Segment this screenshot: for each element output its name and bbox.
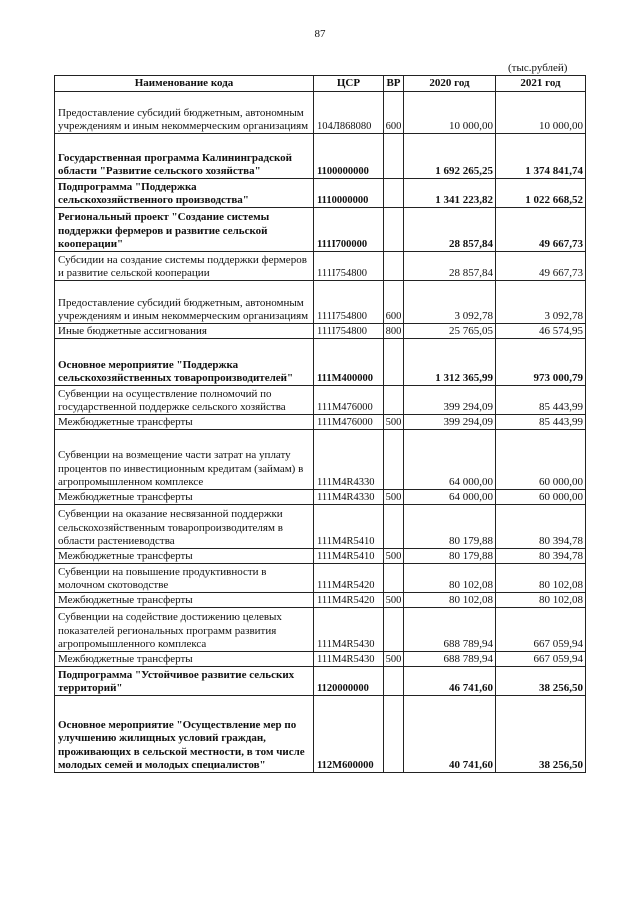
row-name: Субвенции на осуществление полномочий по государственной поддержке сельского хозяйства xyxy=(55,386,314,415)
row-csr: 111I754800 xyxy=(314,281,384,324)
row-2021: 80 102,08 xyxy=(496,593,586,608)
row-vr xyxy=(384,179,404,208)
row-2020: 80 179,88 xyxy=(404,549,496,564)
row-vr: 500 xyxy=(384,593,404,608)
row-2021: 60 000,00 xyxy=(496,490,586,505)
header-csr: ЦСР xyxy=(314,76,384,92)
row-csr: 111I754800 xyxy=(314,252,384,281)
row-vr xyxy=(384,386,404,415)
row-2021: 3 092,78 xyxy=(496,281,586,324)
page-number: 87 xyxy=(314,28,326,40)
table-row xyxy=(55,549,586,564)
table-row xyxy=(55,696,586,773)
row-2021: 1 022 668,52 xyxy=(496,179,586,208)
table-row xyxy=(55,430,586,490)
row-name: Предоставление субсидий бюджетным, автономным учреждениям и иным некоммерческим организациям xyxy=(55,281,314,324)
row-csr: 111M4R4330 xyxy=(314,430,384,490)
row-2020: 64 000,00 xyxy=(404,430,496,490)
table-row xyxy=(55,505,586,549)
row-vr: 500 xyxy=(384,490,404,505)
row-vr xyxy=(384,339,404,386)
table-row xyxy=(55,339,586,386)
row-vr xyxy=(384,134,404,179)
row-2021: 38 256,50 xyxy=(496,696,586,773)
row-2020: 688 789,94 xyxy=(404,652,496,667)
table-row xyxy=(55,415,586,430)
row-name: Субвенции на содействие достижению целевых показателей региональных программ развития агропромышленного комплекса xyxy=(55,608,314,652)
table-row xyxy=(55,179,586,208)
row-name: Межбюджетные трансферты xyxy=(55,652,314,667)
row-2021: 46 574,95 xyxy=(496,324,586,339)
row-vr: 800 xyxy=(384,324,404,339)
row-2021: 80 102,08 xyxy=(496,564,586,593)
row-vr: 600 xyxy=(384,92,404,134)
row-vr: 500 xyxy=(384,549,404,564)
row-csr: 111M4R5430 xyxy=(314,608,384,652)
row-2020: 25 765,05 xyxy=(404,324,496,339)
row-csr: 1120000000 xyxy=(314,667,384,696)
row-2020: 399 294,09 xyxy=(404,415,496,430)
row-name: Региональный проект "Создание системы поддержки фермеров и развитие сельской кооперации" xyxy=(55,208,314,252)
row-csr: 111M4R5410 xyxy=(314,505,384,549)
table-row xyxy=(55,386,586,415)
header-2021: 2021 год xyxy=(496,76,586,92)
row-2021: 49 667,73 xyxy=(496,208,586,252)
row-2021: 80 394,78 xyxy=(496,549,586,564)
row-csr: 1110000000 xyxy=(314,179,384,208)
row-2021: 38 256,50 xyxy=(496,667,586,696)
row-vr xyxy=(384,564,404,593)
budget-table xyxy=(54,75,586,773)
row-2020: 1 692 265,25 xyxy=(404,134,496,179)
table-row xyxy=(55,92,586,134)
row-2021: 10 000,00 xyxy=(496,92,586,134)
row-vr xyxy=(384,252,404,281)
row-2020: 3 092,78 xyxy=(404,281,496,324)
row-2020: 688 789,94 xyxy=(404,608,496,652)
row-2020: 40 741,60 xyxy=(404,696,496,773)
row-name: Основное мероприятие "Осуществление мер по улучшению жилищных условий граждан, проживающих в сельской местности, в том числе молодых семей и молодых специалистов" xyxy=(55,696,314,773)
row-name: Субвенции на возмещение части затрат на уплату процентов по инвестиционным кредитам (займам) в агропромышленном комплексе xyxy=(55,430,314,490)
row-csr: 112M600000 xyxy=(314,696,384,773)
table-row xyxy=(55,490,586,505)
row-2020: 80 179,88 xyxy=(404,505,496,549)
row-vr xyxy=(384,505,404,549)
table-row xyxy=(55,593,586,608)
row-name: Межбюджетные трансферты xyxy=(55,549,314,564)
row-csr: 1100000000 xyxy=(314,134,384,179)
row-2021: 80 394,78 xyxy=(496,505,586,549)
row-name: Подпрограмма "Устойчивое развитие сельских территорий" xyxy=(55,667,314,696)
units-label: (тыс.рублей) xyxy=(508,62,568,74)
header-name: Наименование кода xyxy=(55,76,314,92)
table-row xyxy=(55,281,586,324)
row-name: Субвенции на оказание несвязанной поддержки сельскохозяйственным товаропроизводителям в области растениеводства xyxy=(55,505,314,549)
row-2020: 28 857,84 xyxy=(404,208,496,252)
row-2021: 85 443,99 xyxy=(496,415,586,430)
row-2020: 10 000,00 xyxy=(404,92,496,134)
row-csr: 111I754800 xyxy=(314,324,384,339)
row-vr: 600 xyxy=(384,281,404,324)
row-name: Государственная программа Калининградской области "Развитие сельского хозяйства" xyxy=(55,134,314,179)
header-vr: ВР xyxy=(384,76,404,92)
table-row xyxy=(55,652,586,667)
row-name: Межбюджетные трансферты xyxy=(55,593,314,608)
row-2021: 1 374 841,74 xyxy=(496,134,586,179)
row-vr xyxy=(384,608,404,652)
row-csr: 111M4R5430 xyxy=(314,652,384,667)
table-row xyxy=(55,324,586,339)
row-vr xyxy=(384,696,404,773)
table-row xyxy=(55,134,586,179)
table-row xyxy=(55,252,586,281)
row-2021: 85 443,99 xyxy=(496,386,586,415)
row-csr: 111M4R5410 xyxy=(314,549,384,564)
row-2020: 46 741,60 xyxy=(404,667,496,696)
row-name: Межбюджетные трансферты xyxy=(55,490,314,505)
table-row xyxy=(55,564,586,593)
row-2021: 667 059,94 xyxy=(496,652,586,667)
row-name: Субвенции на повышение продуктивности в молочном скотоводстве xyxy=(55,564,314,593)
row-2020: 80 102,08 xyxy=(404,593,496,608)
row-vr xyxy=(384,667,404,696)
row-name: Подпрограмма "Поддержка сельскохозяйственного производства" xyxy=(55,179,314,208)
row-2020: 1 341 223,82 xyxy=(404,179,496,208)
row-vr xyxy=(384,208,404,252)
row-vr: 500 xyxy=(384,415,404,430)
row-csr: 111I700000 xyxy=(314,208,384,252)
table-header-row xyxy=(55,76,586,92)
row-csr: 111M476000 xyxy=(314,415,384,430)
table-row xyxy=(55,608,586,652)
table-row xyxy=(55,208,586,252)
row-vr: 500 xyxy=(384,652,404,667)
row-name: Предоставление субсидий бюджетным, автономным учреждениям и иным некоммерческим организациям xyxy=(55,92,314,134)
row-2021: 49 667,73 xyxy=(496,252,586,281)
row-2020: 28 857,84 xyxy=(404,252,496,281)
row-name: Иные бюджетные ассигнования xyxy=(55,324,314,339)
row-csr: 111M476000 xyxy=(314,386,384,415)
table-row xyxy=(55,667,586,696)
header-2020: 2020 год xyxy=(404,76,496,92)
row-2021: 973 000,79 xyxy=(496,339,586,386)
row-2020: 399 294,09 xyxy=(404,386,496,415)
row-2020: 80 102,08 xyxy=(404,564,496,593)
row-name: Субсидии на создание системы поддержки фермеров и развитие сельской кооперации xyxy=(55,252,314,281)
row-csr: 111M4R5420 xyxy=(314,593,384,608)
row-name: Межбюджетные трансферты xyxy=(55,415,314,430)
row-vr xyxy=(384,430,404,490)
row-csr: 111M4R5420 xyxy=(314,564,384,593)
row-name: Основное мероприятие "Поддержка сельскохозяйственных товаропроизводителей" xyxy=(55,339,314,386)
row-2020: 64 000,00 xyxy=(404,490,496,505)
row-csr: 104Л868080 xyxy=(314,92,384,134)
row-2021: 60 000,00 xyxy=(496,430,586,490)
row-2020: 1 312 365,99 xyxy=(404,339,496,386)
row-csr: 111M4R4330 xyxy=(314,490,384,505)
row-csr: 111M400000 xyxy=(314,339,384,386)
row-2021: 667 059,94 xyxy=(496,608,586,652)
